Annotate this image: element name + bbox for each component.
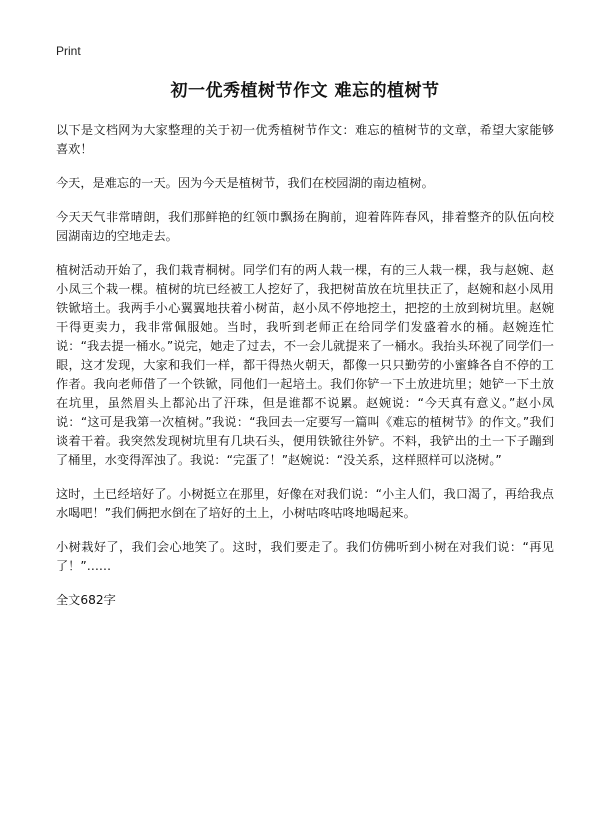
- print-link[interactable]: Print: [56, 44, 81, 58]
- paragraph-1: 今天，是难忘的一天。因为今天是植树节，我们在校园湖的南边植树。: [56, 176, 434, 190]
- paragraph-5: 小树栽好了，我们会心地笑了。这时，我们要走了。我们仿佛听到小树在对我们说：“再见了！”……: [56, 540, 554, 573]
- paragraph-2: 今天天气非常晴朗，我们那鲜艳的红领巾飘扬在胸前，迎着阵阵春风，排着整齐的队伍向校园湖南边的空地走去。: [56, 210, 554, 243]
- article-title: 初一优秀植树节作文 难忘的植树节: [170, 81, 440, 101]
- paragraph-intro: 以下是文档网为大家整理的关于初一优秀植树节作文：难忘的植树节的文章，希望大家能够喜欢！: [56, 123, 554, 156]
- paragraph-3: 植树活动开始了，我们栽青桐树。同学们有的两人栽一棵，有的三人栽一棵，我与赵婉、赵小凤三个栽一棵。植树的坑已经被工人挖好了，我把树苗放在坑里扶正了，赵婉和赵小凤用铁锨培土。我两手小心翼翼地扶着小树苗，赵小凤不停地挖土，把挖的土放到树坑里。赵婉干得更卖力，我非常佩服她。当时，我听到老师正在给同学们发盛着水的桶。赵婉连忙说：“我去提一桶水。”说完，她走了过去，不一会儿就提来了一桶水。我抬头环视了同学们一眼，这才发现，大家和我们一样，都干得热火朝天，都像一只只勤劳的小蜜蜂各自不停的工作者。我向老师借了一个铁锨，同他们一起培土。我们你铲一下土放进坑里；她铲一下土放在坑里，虽然眉头上都沁出了汗珠，但是谁都不说累。赵婉说：“今天真有意义。”赵小凤说：“这可是我第一次植树。”我说：“我回去一定要写一篇叫《难忘的植树节》的作文。”我们谈着干着。我突然发现树坑里有几块石头，便用铁锨往外铲。不料，我铲出的土一下子蹦到了桶里，水变得浑浊了。我说：“完蛋了！”赵婉说：“没关系，这样照样可以浇树。”: [56, 263, 554, 467]
- paragraph-4: 这时，土已经培好了。小树挺立在那里，好像在对我们说：“小主人们，我口渴了，再给我点水喝吧！”我们俩把水倒在了培好的土上，小树咕咚咕咚地喝起来。: [56, 487, 554, 520]
- word-count: 全文682字: [56, 593, 116, 607]
